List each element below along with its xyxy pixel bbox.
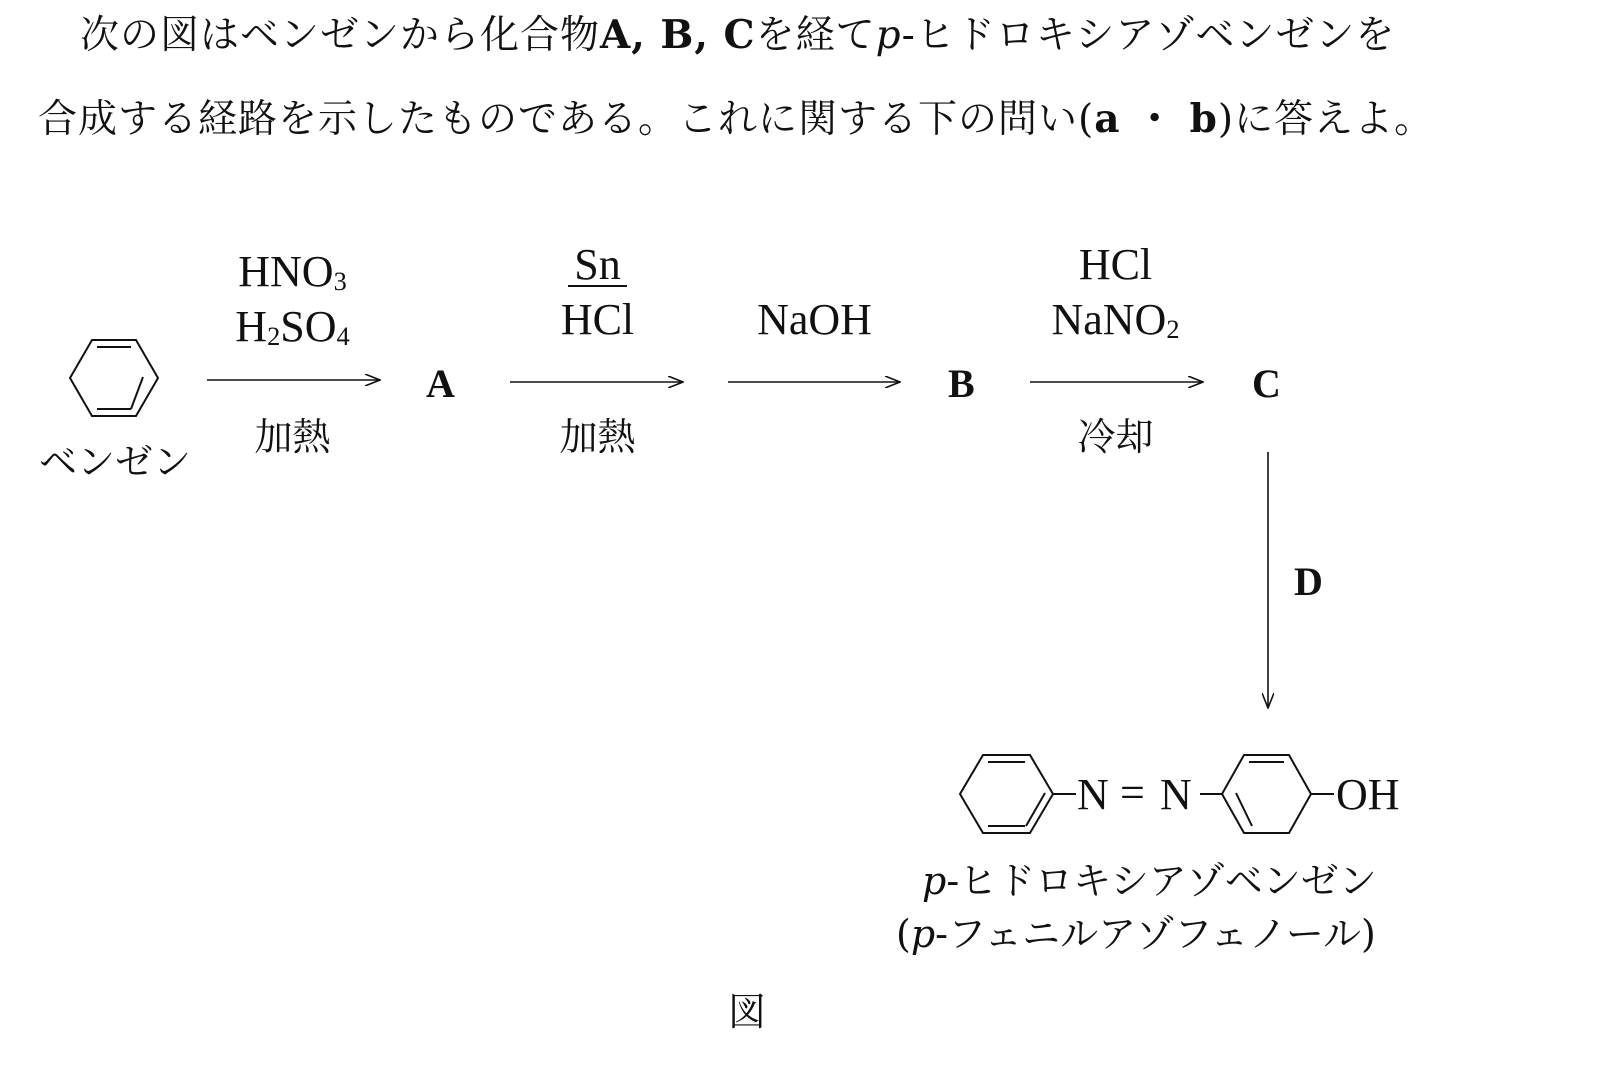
compound-a-label: A xyxy=(426,361,455,406)
azo-nitrogen-2: N xyxy=(1160,770,1192,819)
reagent-nano2 xyxy=(1023,295,1208,344)
product-name xyxy=(922,859,1377,903)
compound-c-label: C xyxy=(1252,361,1281,406)
azo-ring-right xyxy=(1200,755,1334,833)
subquestion-labels: a ・ b xyxy=(1094,96,1218,142)
compound-d-label: D xyxy=(1294,559,1323,604)
formula-subscript: 2 xyxy=(267,320,281,351)
product-alt-name-text: -フェニルアゾフェノール) xyxy=(935,912,1376,956)
question-text: )に答えよ。 xyxy=(1217,97,1435,142)
question-text: 合成する経路を示したものである。これに関する下の問い( xyxy=(38,97,1095,142)
condition-heat-2: 加熱 xyxy=(559,415,636,459)
azo-ring-left xyxy=(960,755,1076,833)
reagent-hcl-1: HCl xyxy=(560,295,635,344)
azo-nitrogen-1: N xyxy=(1077,770,1109,819)
formula-subscript: 4 xyxy=(336,320,350,351)
azo-double-bond: = xyxy=(1120,768,1145,817)
reagent-hcl-2: HCl xyxy=(1078,240,1153,289)
formula-subscript: 3 xyxy=(333,265,347,296)
paren-open: ( xyxy=(896,912,911,956)
reagent-naoh: NaOH xyxy=(757,295,872,344)
question-text: を経て xyxy=(755,13,876,58)
benzene-ring xyxy=(70,340,158,416)
reagent-hno3 xyxy=(200,247,385,296)
formula-part: SO xyxy=(280,302,337,351)
product-alt-name xyxy=(896,912,1376,956)
question-text: 次の図はベンゼンから化合物 xyxy=(80,13,601,58)
para-prefix: p xyxy=(922,859,947,903)
reagent-sn: Sn xyxy=(574,240,621,289)
question-text: -ヒドロキシアゾベンゼンを xyxy=(901,13,1396,58)
figure-caption: 図 xyxy=(727,990,766,1034)
formula-part: H xyxy=(235,302,268,351)
formula-part: HNO xyxy=(238,247,334,296)
hydroxyl-group: OH xyxy=(1336,770,1400,819)
reagent-h2so4 xyxy=(200,302,385,351)
compound-labels: A, B, C xyxy=(600,12,756,58)
formula-subscript: 2 xyxy=(1166,313,1180,344)
compound-b-label: B xyxy=(948,361,975,406)
benzene-label: ベンゼン xyxy=(38,440,191,484)
condition-heat-1: 加熱 xyxy=(254,415,331,459)
para-prefix: p xyxy=(910,912,936,956)
condition-cooling: 冷却 xyxy=(1077,415,1154,459)
para-prefix: p xyxy=(875,13,902,58)
formula-part: NaNO xyxy=(1051,295,1167,344)
product-name-text: -ヒドロキシアゾベンゼン xyxy=(946,859,1377,903)
